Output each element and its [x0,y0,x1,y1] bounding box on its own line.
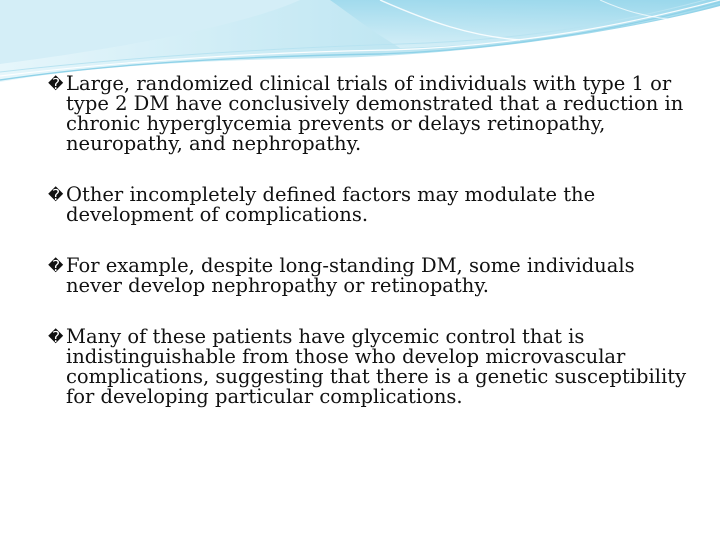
bullet-text: Other incompletely defined factors may modulate the development of complications. [66,183,596,226]
bullet-marker-icon: � [48,75,64,93]
bullet-item-4 [48,327,688,407]
bullet-text: For example, despite long-standing DM, some individuals never develop nephropathy or retinopathy. [66,254,635,297]
bullet-text: Many of these patients have glycemic control that is indistinguishable from those who develop microvascular complications, suggesting that there is a genetic susceptibility for developing particular complications. [66,325,687,408]
bullet-marker-icon: � [48,186,64,204]
bullet-list [48,74,688,407]
bullet-item-1 [48,74,688,154]
bullet-text: Large, randomized clinical trials of individuals with type 1 or type 2 DM have conclusively demonstrated that a reduction in chronic hyperglycemia prevents or delays retinopathy, neuropathy, and nephropathy. [66,72,684,155]
bullet-item-3 [48,256,688,296]
bullet-marker-icon: � [48,328,64,346]
bullet-item-2 [48,185,688,225]
bullet-marker-icon: � [48,257,64,275]
